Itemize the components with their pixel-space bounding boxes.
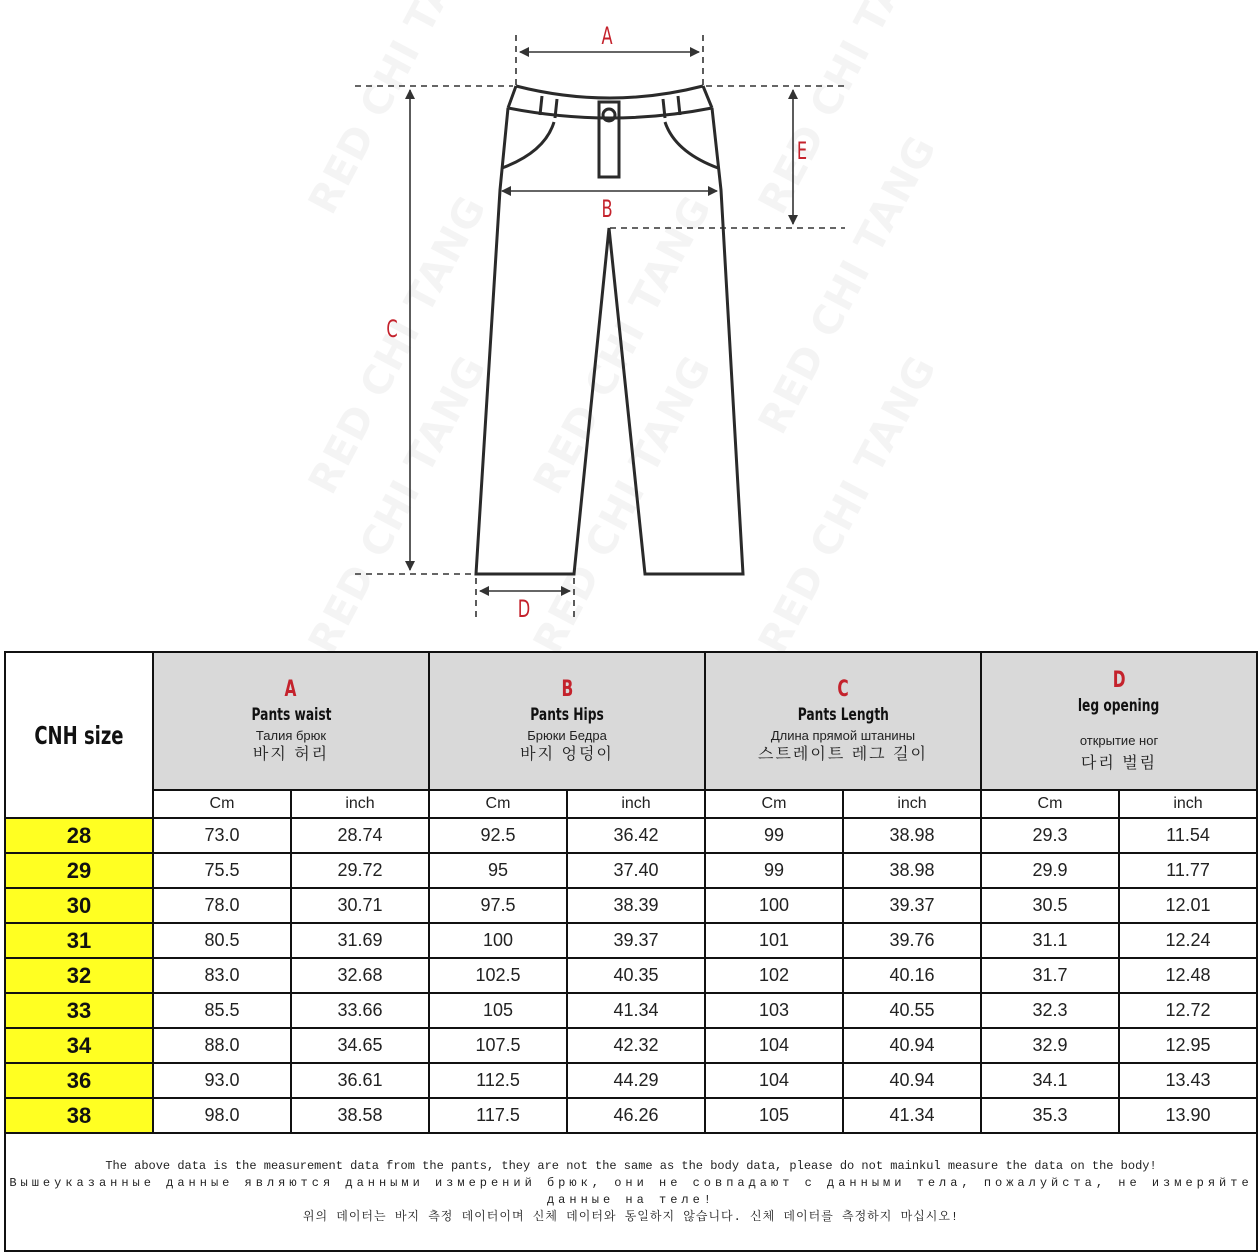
header-leg-opening	[981, 652, 1257, 790]
waist-cm: 75.5	[153, 853, 291, 888]
size-cell: 36	[5, 1063, 153, 1098]
hips-cm: 92.5	[429, 818, 567, 853]
hips-cm: 105	[429, 993, 567, 1028]
header-title-ru: открытие ног	[1079, 733, 1159, 748]
note-row	[5, 1133, 1257, 1251]
waist-inch: 29.72	[291, 853, 429, 888]
waist-cm: 98.0	[153, 1098, 291, 1133]
hips-inch: 36.42	[567, 818, 705, 853]
length-inch: 38.98	[843, 853, 981, 888]
unit-cell: Cm	[981, 790, 1119, 818]
note-ko: 위의 데이터는 바지 측정 데이터이며 신체 데이터와 동일하지 않습니다. 신체 데이터를 측정하지 마십시오!	[302, 1210, 960, 1224]
table-row	[5, 1028, 1257, 1063]
hips-inch: 39.37	[567, 923, 705, 958]
length-inch: 40.94	[843, 1063, 981, 1098]
hips-inch: 41.34	[567, 993, 705, 1028]
header-title-ru: Брюки Бедра	[527, 728, 607, 743]
leg-opening-inch: 12.95	[1119, 1028, 1257, 1063]
size-cell: 38	[5, 1098, 153, 1133]
hips-inch: 46.26	[567, 1098, 705, 1133]
header-title-ko: 바지 허리	[252, 746, 330, 763]
leg-opening-inch: 11.54	[1119, 818, 1257, 853]
waist-cm: 73.0	[153, 818, 291, 853]
size-chart-table	[4, 651, 1258, 1252]
measurement-note	[5, 1133, 1257, 1251]
waist-inch: 31.69	[291, 923, 429, 958]
leg-opening-cm: 34.1	[981, 1063, 1119, 1098]
note-ru: Вышеуказанные данные являются данными измерений брюк, они не совпадают с данными тела, пожалуйста, не измеряйте данные на теле!	[9, 1176, 1253, 1207]
size-cell: 31	[5, 923, 153, 958]
waist-cm: 85.5	[153, 993, 291, 1028]
length-cm: 99	[705, 818, 843, 853]
table-row	[5, 1063, 1257, 1098]
length-inch: 39.37	[843, 888, 981, 923]
unit-cell: inch	[567, 790, 705, 818]
size-cell: 32	[5, 958, 153, 993]
waist-cm: 88.0	[153, 1028, 291, 1063]
waist-inch: 33.66	[291, 993, 429, 1028]
label-c: C	[386, 315, 398, 343]
length-inch: 38.98	[843, 818, 981, 853]
size-header-cell	[5, 652, 153, 818]
header-length	[705, 652, 981, 790]
length-inch: 40.55	[843, 993, 981, 1028]
header-row	[5, 652, 1257, 790]
header-letter: C	[837, 677, 849, 702]
hips-inch: 42.32	[567, 1028, 705, 1063]
header-title-ru: Длина прямой штанины	[770, 728, 916, 743]
header-hips	[429, 652, 705, 790]
hips-inch: 37.40	[567, 853, 705, 888]
header-letter: B	[561, 677, 573, 702]
leg-opening-inch: 11.77	[1119, 853, 1257, 888]
length-inch: 39.76	[843, 923, 981, 958]
hips-cm: 107.5	[429, 1028, 567, 1063]
length-cm: 101	[705, 923, 843, 958]
table-row	[5, 958, 1257, 993]
hips-cm: 95	[429, 853, 567, 888]
hips-inch: 40.35	[567, 958, 705, 993]
table-row	[5, 923, 1257, 958]
header-title-ko: 다리 벌림	[1080, 755, 1158, 772]
hips-inch: 38.39	[567, 888, 705, 923]
label-e: E	[796, 137, 808, 165]
hips-cm: 117.5	[429, 1098, 567, 1133]
leg-opening-cm: 32.3	[981, 993, 1119, 1028]
unit-cell: Cm	[705, 790, 843, 818]
unit-cell: inch	[843, 790, 981, 818]
length-inch: 41.34	[843, 1098, 981, 1133]
label-d: D	[517, 595, 531, 623]
header-waist	[153, 652, 429, 790]
table-row	[5, 993, 1257, 1028]
unit-cell: Cm	[153, 790, 291, 818]
table-row	[5, 853, 1257, 888]
waist-inch: 38.58	[291, 1098, 429, 1133]
header-title-en: Pants Length	[797, 705, 889, 725]
table-row	[5, 1098, 1257, 1133]
size-cell: 34	[5, 1028, 153, 1063]
waist-inch: 28.74	[291, 818, 429, 853]
leg-opening-inch: 13.90	[1119, 1098, 1257, 1133]
leg-opening-inch: 12.48	[1119, 958, 1257, 993]
header-title-ko: 바지 엉덩이	[520, 746, 614, 763]
waist-inch: 32.68	[291, 958, 429, 993]
waist-cm: 93.0	[153, 1063, 291, 1098]
leg-opening-inch: 12.01	[1119, 888, 1257, 923]
leg-opening-cm: 35.3	[981, 1098, 1119, 1133]
length-cm: 102	[705, 958, 843, 993]
waist-inch: 36.61	[291, 1063, 429, 1098]
header-title-en: Pants waist	[251, 705, 331, 725]
unit-cell: Cm	[429, 790, 567, 818]
hips-cm: 112.5	[429, 1063, 567, 1098]
size-cell: 28	[5, 818, 153, 853]
unit-row	[5, 790, 1257, 818]
size-header: CNH size	[34, 720, 124, 750]
waist-cm: 78.0	[153, 888, 291, 923]
leg-opening-cm: 29.9	[981, 853, 1119, 888]
table-row	[5, 888, 1257, 923]
length-cm: 103	[705, 993, 843, 1028]
header-title-en: leg opening	[1078, 696, 1160, 716]
hips-cm: 100	[429, 923, 567, 958]
length-cm: 99	[705, 853, 843, 888]
leg-opening-cm: 32.9	[981, 1028, 1119, 1063]
label-b: B	[601, 195, 613, 223]
length-cm: 100	[705, 888, 843, 923]
leg-opening-cm: 29.3	[981, 818, 1119, 853]
length-inch: 40.16	[843, 958, 981, 993]
leg-opening-cm: 30.5	[981, 888, 1119, 923]
waist-inch: 30.71	[291, 888, 429, 923]
waist-cm: 83.0	[153, 958, 291, 993]
leg-opening-inch: 12.24	[1119, 923, 1257, 958]
waist-inch: 34.65	[291, 1028, 429, 1063]
header-title-en: Pants Hips	[530, 705, 604, 725]
header-title-ru: Талия брюк	[255, 728, 327, 743]
label-a: A	[601, 22, 613, 50]
leg-opening-inch: 13.43	[1119, 1063, 1257, 1098]
size-cell: 29	[5, 853, 153, 888]
size-cell: 33	[5, 993, 153, 1028]
size-cell: 30	[5, 888, 153, 923]
header-letter: D	[1112, 668, 1126, 693]
header-title-ko: 스트레이트 레그 길이	[758, 746, 928, 763]
unit-cell: inch	[291, 790, 429, 818]
hips-inch: 44.29	[567, 1063, 705, 1098]
leg-opening-cm: 31.7	[981, 958, 1119, 993]
leg-opening-inch: 12.72	[1119, 993, 1257, 1028]
hips-cm: 102.5	[429, 958, 567, 993]
leg-opening-cm: 31.1	[981, 923, 1119, 958]
length-inch: 40.94	[843, 1028, 981, 1063]
length-cm: 104	[705, 1028, 843, 1063]
note-en: The above data is the measurement data from the pants, they are not the same as the body data, please do not mainkul measure the data on the body!	[105, 1159, 1157, 1173]
header-letter: A	[285, 677, 297, 702]
length-cm: 104	[705, 1063, 843, 1098]
table-row	[5, 818, 1257, 853]
hips-cm: 97.5	[429, 888, 567, 923]
waist-cm: 80.5	[153, 923, 291, 958]
length-cm: 105	[705, 1098, 843, 1133]
unit-cell: inch	[1119, 790, 1257, 818]
